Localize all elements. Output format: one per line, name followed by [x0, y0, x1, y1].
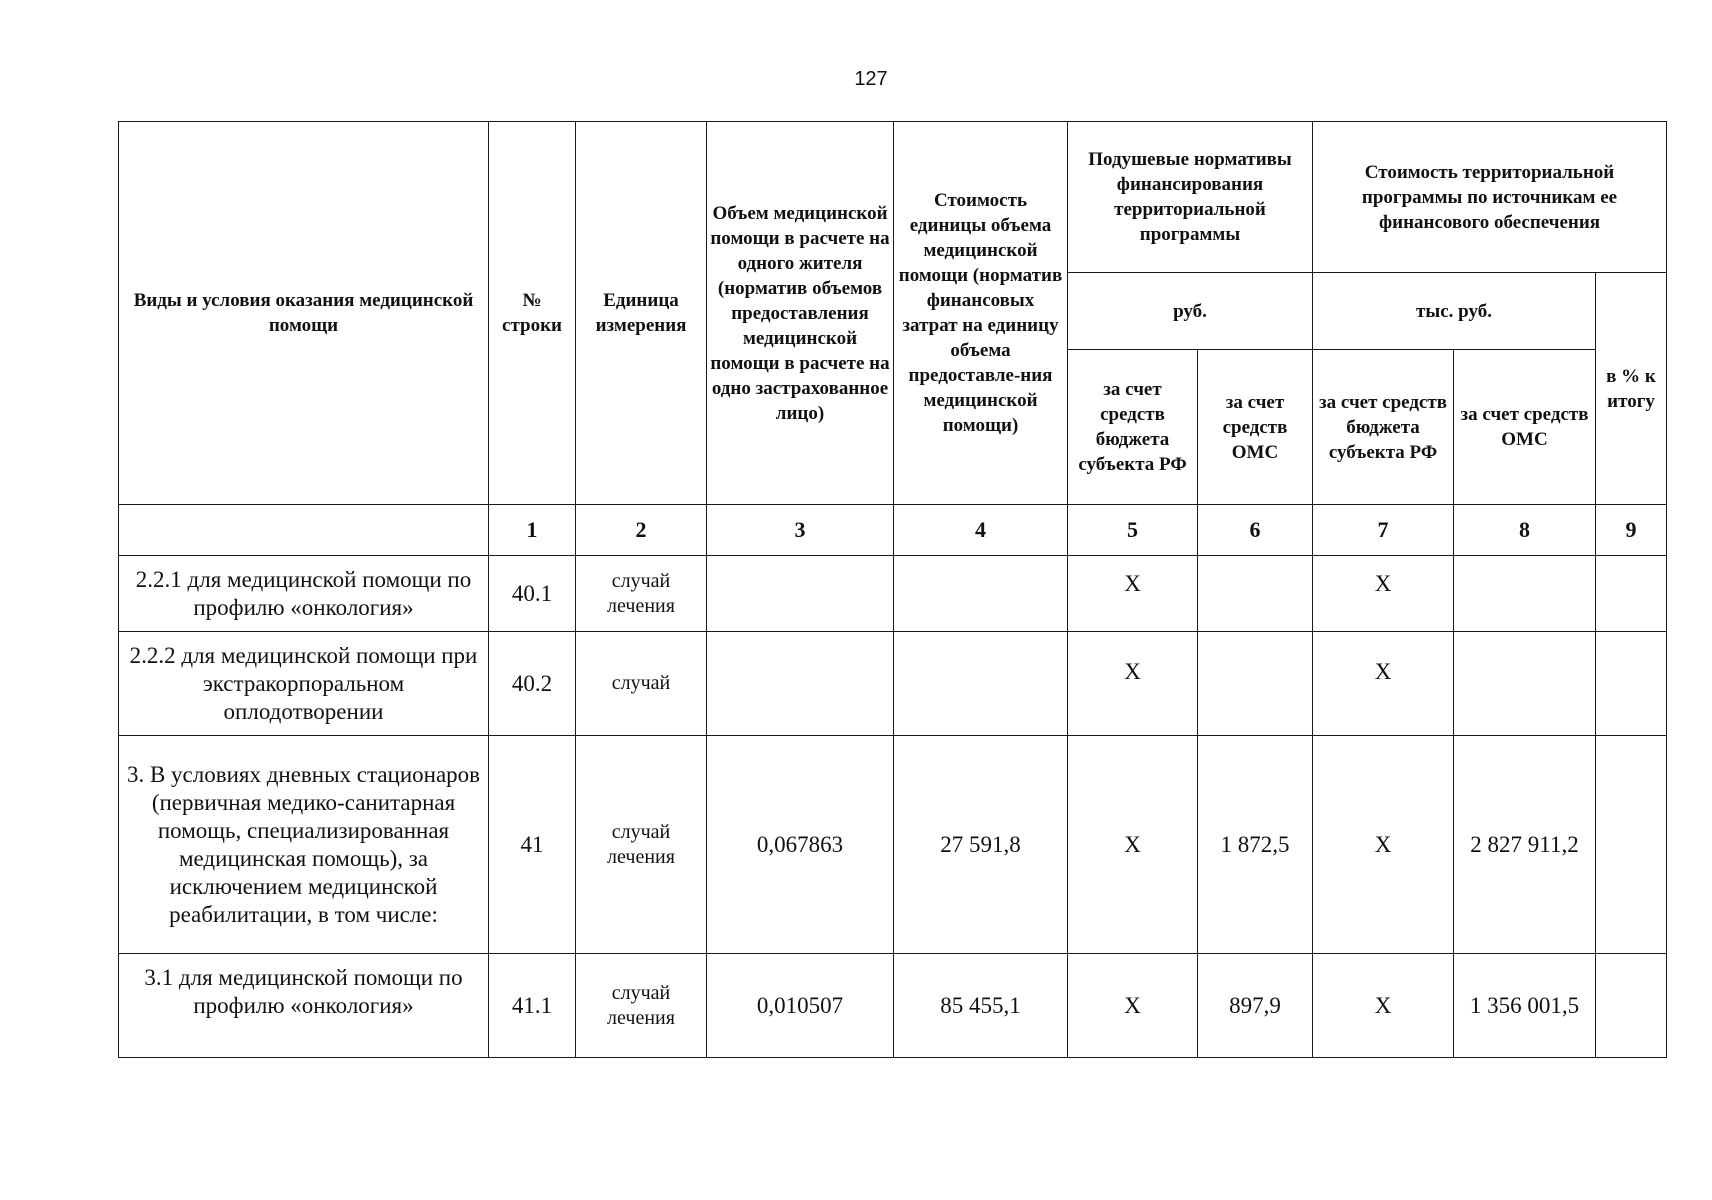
row-per-capita-budget: Х — [1068, 556, 1198, 632]
row-cost — [894, 632, 1068, 736]
row-per-capita-oms — [1198, 556, 1313, 632]
row-program-budget: Х — [1313, 736, 1454, 954]
row-name: 3.1 для медицинской помощи по профилю «онкология» — [119, 954, 489, 1058]
column-number: 5 — [1068, 505, 1198, 556]
row-name: 2.2.2 для медицинской помощи при экстракорпоральном оплодотворении — [119, 632, 489, 736]
row-program-budget: Х — [1313, 556, 1454, 632]
row-number: 41.1 — [489, 954, 576, 1058]
table-row — [119, 556, 1667, 632]
header-thous-rub: тыс. руб. — [1313, 273, 1596, 350]
row-volume — [707, 556, 894, 632]
row-number: 40.2 — [489, 632, 576, 736]
row-number: 40.1 — [489, 556, 576, 632]
row-cost: 85 455,1 — [894, 954, 1068, 1058]
header-row-no: № строки — [489, 122, 576, 505]
row-name: 2.2.1 для медицинской помощи по профилю «онкология» — [119, 556, 489, 632]
row-unit: случай лечения — [576, 736, 707, 954]
header-budget-rf: за счет средств бюджета субъекта РФ — [1068, 350, 1198, 505]
row-per-capita-oms: 1 872,5 — [1198, 736, 1313, 954]
table-row — [119, 632, 1667, 736]
row-volume: 0,067863 — [707, 736, 894, 954]
row-per-capita-budget: Х — [1068, 632, 1198, 736]
cost-table — [118, 121, 1667, 1058]
row-program-budget: Х — [1313, 632, 1454, 736]
row-percent — [1596, 632, 1667, 736]
row-program-oms — [1454, 632, 1596, 736]
header-program-cost: Стоимость территориальной программы по источникам ее финансового обеспечения — [1313, 122, 1667, 273]
header-budget-rf-2: за счет средств бюджета субъекта РФ — [1313, 350, 1454, 505]
column-number: 3 — [707, 505, 894, 556]
column-number — [119, 505, 489, 556]
cost-table-container — [118, 121, 1666, 1058]
column-number-row — [119, 505, 1667, 556]
row-percent — [1596, 736, 1667, 954]
column-number: 9 — [1596, 505, 1667, 556]
header-oms-2: за счет средств ОМС — [1454, 350, 1596, 505]
header-per-capita: Подушевые нормативы финансирования территориальной программы — [1068, 122, 1313, 273]
table-row — [119, 736, 1667, 954]
column-number: 8 — [1454, 505, 1596, 556]
row-per-capita-oms — [1198, 632, 1313, 736]
row-cost — [894, 556, 1068, 632]
header-oms: за счет средств ОМС — [1198, 350, 1313, 505]
row-percent — [1596, 954, 1667, 1058]
column-number: 1 — [489, 505, 576, 556]
row-volume: 0,010507 — [707, 954, 894, 1058]
header-unit: Единица измерения — [576, 122, 707, 505]
header-rub: руб. — [1068, 273, 1313, 350]
row-unit: случай лечения — [576, 954, 707, 1058]
table-row — [119, 954, 1667, 1058]
column-number: 4 — [894, 505, 1068, 556]
row-program-oms — [1454, 556, 1596, 632]
row-volume — [707, 632, 894, 736]
header-volume: Объем медицинской помощи в расчете на одного жителя (норматив объемов предоставления медицинской помощи в расчете на одно застрахованное лицо) — [707, 122, 894, 505]
header-type: Виды и условия оказания медицинской помощи — [119, 122, 489, 505]
row-number: 41 — [489, 736, 576, 954]
row-program-budget: Х — [1313, 954, 1454, 1058]
header-cost: Стоимость единицы объема медицинской помощи (норматив финансовых затрат на единицу объема предоставле-ния медицинской помощи) — [894, 122, 1068, 505]
row-per-capita-budget: Х — [1068, 954, 1198, 1058]
column-number: 7 — [1313, 505, 1454, 556]
row-percent — [1596, 556, 1667, 632]
row-per-capita-budget: Х — [1068, 736, 1198, 954]
row-name: 3. В условиях дневных стационаров (первичная медико-санитарная помощь, специализированная медицинская помощь), за исключением медицинской реабилитации, в том числе: — [119, 736, 489, 954]
row-program-oms: 1 356 001,5 — [1454, 954, 1596, 1058]
row-unit: случай лечения — [576, 556, 707, 632]
row-program-oms: 2 827 911,2 — [1454, 736, 1596, 954]
row-per-capita-oms: 897,9 — [1198, 954, 1313, 1058]
header-percent: в % к итогу — [1596, 273, 1667, 505]
column-number: 2 — [576, 505, 707, 556]
row-cost: 27 591,8 — [894, 736, 1068, 954]
column-number: 6 — [1198, 505, 1313, 556]
page-number: 127 — [854, 68, 888, 90]
row-unit: случай — [576, 632, 707, 736]
